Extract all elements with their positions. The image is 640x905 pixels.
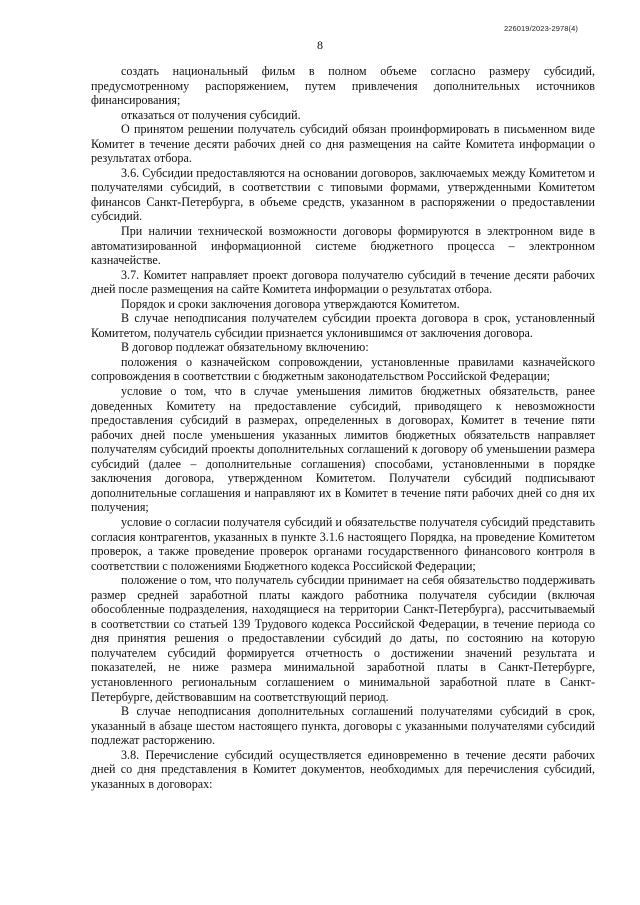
paragraph: В случае неподписания дополнительных соглашений получателями субсидий в срок, указанный в абзаце шестом настоящего пункта, договоры с указанными получателями субсидий подлежат расторжению. bbox=[91, 704, 595, 748]
paragraph-section-3-6: 3.6. Субсидии предоставляются на основании договоров, заключаемых между Комитетом и получателями субсидий, в соответствии с типовыми формами, утвержденными Комитетом финансов Санкт-Петербурга, в объеме средств, указанном в распоряжении о предоставлении субсидий. bbox=[91, 165, 595, 224]
paragraph: Порядок и сроки заключения договора утверждаются Комитетом. bbox=[121, 296, 460, 311]
paragraph: условие о том, что в случае уменьшения лимитов бюджетных обязательств, ранее доведенных Комитету на предоставление субсидий, приводящего к невозможности предоставления субсидий в размерах, определенных в договорах, Комитет в течение пяти рабочих дней после уменьшения указанных лимитов бюджетных обязательств направляет получателям субсидий проекты дополнительных соглашений к договору об уменьшении размера субсидий (далее – дополнительные соглашения) способами, установленными в порядке заключения договора, утвержденном Комитетом. Получатели субсидий подписывают дополнительные соглашения и направляют их в Комитет в течение пяти рабочих дней со дня их получения; bbox=[91, 384, 595, 515]
page-number: 8 bbox=[317, 38, 323, 52]
paragraph-section-3-8: 3.8. Перечисление субсидий осуществляется единовременно в течение десяти рабочих дней со дня представления в Комитет документов, необходимых для перечисления субсидий, указанных в договорах: bbox=[91, 747, 595, 791]
paragraph: условие о согласии получателя субсидий и обязательстве получателя субсидий представить согласия контрагентов, указанных в пункте 3.1.6 настоящего Порядка, на проведение Комитетом проверок, а также проведение проверок органами государственного финансового контроля в соответствии с положениями Бюджетного кодекса Российской Федерации; bbox=[91, 514, 595, 573]
paragraph: положение о том, что получатель субсидии принимает на себя обязательство поддерживать размер средней заработной платы каждого работника получателя субсидии (включая обособленные подразделения, находящиеся на территории Санкт-Петербурга), рассчитываемый в соответствии со статьей 139 Трудового кодекса Российской Федерации, в течение периода со дня принятия решения о предоставлении субсидий до даты, по состоянию на которую получателем субсидий формируется отчетность о достижении значений результата и показателей, не ниже размера минимальной заработной платы в Санкт-Петербурге, установленного региональным соглашением о минимальной заработной плате в Санкт-Петербурге, действовавшим на соответствующий период. bbox=[91, 573, 595, 704]
paragraph: В случае неподписания получателем субсидии проекта договора в срок, установленный Комитетом, получатель субсидии признается уклонившимся от заключения договора. bbox=[91, 311, 595, 340]
paragraph: О принятом решении получатель субсидий обязан проинформировать в письменном виде Комитет в течение десяти рабочих дней со дня размещения на сайте Комитета информации о результатах отбора. bbox=[91, 122, 595, 166]
paragraph: При наличии технической возможности договоры формируются в электронном виде в автоматизированной информационной системе бюджетного процесса – электронном казначействе. bbox=[91, 224, 595, 268]
paragraph: положения о казначейском сопровождении, установленные правилами казначейского сопровождения в соответствии с бюджетным законодательством Российской Федерации; bbox=[91, 354, 595, 384]
paragraph-continuation: создать национальный фильм в полном объеме согласно размеру субсидий, предусмотренному распоряжением, путем привлечения дополнительных источников финансирования; bbox=[91, 64, 595, 108]
paragraph: отказаться от получения субсидий. bbox=[121, 107, 301, 122]
document-body bbox=[91, 64, 595, 791]
paragraph-section-3-7: 3.7. Комитет направляет проект договора получателю субсидий в течение десяти рабочих дней после размещения на сайте Комитета информации о результатах отбора. bbox=[91, 267, 595, 297]
document-number: 226019/2023-2978(4) bbox=[503, 24, 578, 33]
paragraph: В договор подлежат обязательному включению: bbox=[121, 340, 369, 355]
